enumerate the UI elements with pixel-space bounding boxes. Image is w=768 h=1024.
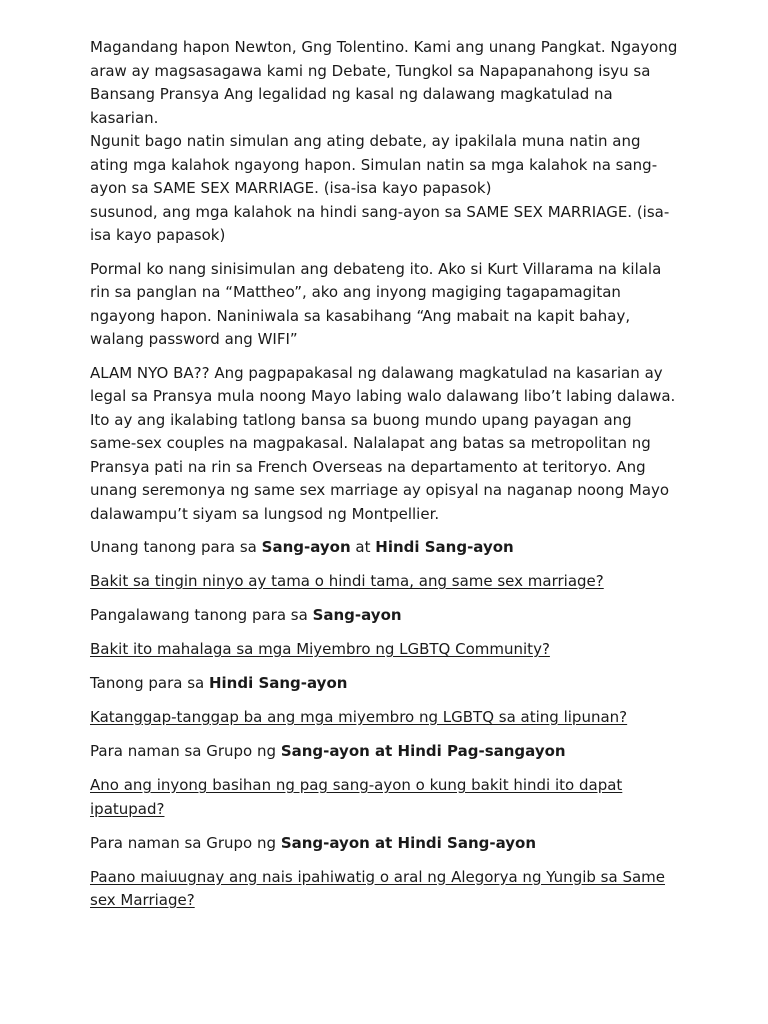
question-text-4: Ano ang inyong basihan ng pag sang-ayon o kung bakit hindi ito dapat ipatupad?: [90, 776, 623, 818]
question-heading-1: [90, 536, 682, 560]
question-heading-prefix: Para naman sa Grupo ng: [90, 833, 281, 852]
question-text-2: Bakit ito mahalaga sa mga Miyembro ng LGBTQ Community?: [90, 640, 550, 658]
question-heading-group: Hindi Sang-ayon: [208, 674, 348, 692]
intro-participants-text: Ngunit bago natin simulan ang ating debate, ay ipakilala muna natin ang ating mga kalahok ngayong hapon. Simulan natin sa mga kalahok na sang-ayon sa SAME SEX MARRIAGE. (isa-isa kayo papasok): [90, 132, 658, 197]
document-page: [90, 36, 682, 923]
question-heading-prefix: Para naman sa Grupo ng: [90, 742, 281, 760]
question-heading-prefix: Unang tanong para sa: [90, 538, 262, 556]
question-text-5: Paano maiuugnay ang nais ipahiwatig o aral ng Alegorya ng Yungib sa Same sex Marriage?: [90, 867, 665, 909]
alam-nyo-ba-paragraph: ALAM NYO BA?? Ang pagpapakasal ng dalawang magkatulad na kasarian ay legal sa Pransya mula noong Mayo labing walo dalawang libo’t labing dalawa. Ito ay ang ikalabing tatlong bansa sa buong mundo upang payagan ang same-sex couples na magpakasal. Nalalapat ang batas sa metropolitan ng Pransya pati na rin sa French Overseas na departamento at teritoryo. Ang unang seremonya ng same sex marriage ay opisyal na naganap noong Mayo dalawampu’t siyam sa lungsod ng Montpellier.: [90, 363, 676, 523]
question-text-3: Katanggap-tanggap ba ang mga miyembro ng LGBTQ sa ating lipunan?: [90, 708, 628, 726]
question-heading-group: Sang-ayon: [261, 538, 351, 556]
moderator-paragraph: Pormal ko nang sinisimulan ang debateng ito. Ako si Kurt Villarama na kilala rin sa panglan na “Mattheo”, ako ang inyong magiging tagapamagitan ngayong hapon. Naniniwala sa kasabihang “Ang mabait na kapit bahay, walang password ang WIFI”: [90, 259, 662, 348]
question-heading-group: Sang-ayon at Hindi Pag-sangayon: [280, 742, 566, 760]
intro-opening-text: Magandang hapon Newton, Gng Tolentino. Kami ang unang Pangkat. Ngayong araw ay magsasagawa kami ng Debate, Tungkol sa Napapanahong isyu sa Bansang Pransya Ang legalidad ng kasal ng dalawang magkatulad na kasarian.: [90, 38, 678, 127]
question-heading-2: [90, 604, 682, 628]
question-heading-group: Sang-ayon: [312, 606, 402, 624]
question-heading-4: [90, 740, 682, 764]
question-heading-connector: at: [350, 538, 376, 556]
question-heading-prefix: Tanong para sa: [90, 674, 209, 692]
question-heading-prefix: Pangalawang tanong para sa: [90, 606, 313, 624]
question-heading-3: [90, 672, 682, 696]
intro-paragraph: [90, 36, 682, 248]
question-heading-group: Hindi Sang-ayon: [375, 538, 514, 556]
question-heading-group: Sang-ayon at Hindi Sang-ayon: [280, 833, 537, 852]
intro-opposing-text: susunod, ang mga kalahok na hindi sang-ayon sa SAME SEX MARRIAGE. (isa-isa kayo papasok): [90, 202, 670, 244]
question-heading-5: [90, 832, 682, 856]
question-text-1: Bakit sa tingin ninyo ay tama o hindi tama, ang same sex marriage?: [90, 572, 604, 590]
